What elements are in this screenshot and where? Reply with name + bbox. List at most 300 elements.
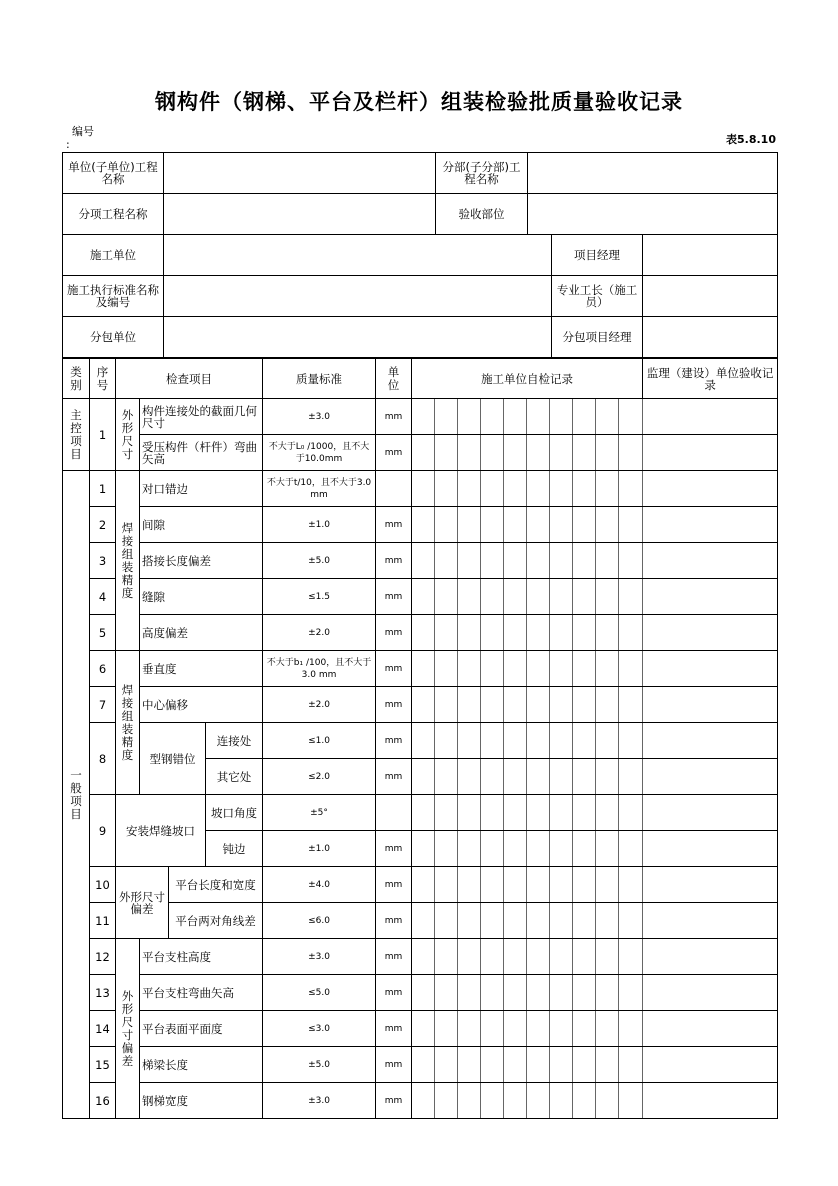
self-check-cell[interactable] [527, 435, 550, 471]
self-check-cell[interactable] [527, 939, 550, 975]
quality-standard: ±3.0 [263, 399, 376, 435]
self-check-cell[interactable] [527, 399, 550, 435]
supervision-cell[interactable] [643, 435, 778, 471]
self-check-cell[interactable] [527, 507, 550, 543]
item-name: 搭接长度偏差 [140, 543, 263, 579]
self-check-cell[interactable] [619, 471, 643, 507]
self-check-cell[interactable] [481, 903, 504, 939]
item-name-field[interactable] [164, 194, 436, 235]
supervision-cell[interactable] [643, 399, 778, 435]
table-number: 表5.8.10 [726, 133, 776, 146]
self-check-cell[interactable] [481, 1011, 504, 1047]
row-no: 8 [90, 723, 116, 795]
row-no: 2 [90, 507, 116, 543]
supervision-cell[interactable] [643, 651, 778, 687]
self-check-cell[interactable] [412, 1011, 435, 1047]
supervision-cell[interactable] [643, 903, 778, 939]
self-check-cell[interactable] [458, 543, 481, 579]
pm-field[interactable] [643, 235, 778, 276]
self-check-cell[interactable] [619, 507, 643, 543]
supervision-cell[interactable] [643, 1083, 778, 1119]
self-check-cell[interactable] [458, 1011, 481, 1047]
unit: mm [376, 651, 412, 687]
self-check-cell[interactable] [412, 1047, 435, 1083]
item-name: 平台支柱高度 [140, 939, 263, 975]
self-check-cell[interactable] [550, 867, 573, 903]
unit-name-field[interactable] [164, 153, 436, 194]
self-check-cell[interactable] [435, 543, 458, 579]
unit: mm [376, 579, 412, 615]
self-check-cell[interactable] [435, 471, 458, 507]
self-check-cell[interactable] [573, 1083, 596, 1119]
supervision-cell[interactable] [643, 975, 778, 1011]
self-check-cell[interactable] [527, 867, 550, 903]
self-check-cell[interactable] [550, 579, 573, 615]
quality-standard: ±1.0 [263, 831, 376, 867]
self-check-cell[interactable] [619, 975, 643, 1011]
self-check-cell[interactable] [573, 507, 596, 543]
quality-standard: ≤1.5 [263, 579, 376, 615]
self-check-cell[interactable] [550, 543, 573, 579]
label-standard: 施工执行标准名称及编号 [63, 276, 164, 317]
self-check-cell[interactable] [573, 687, 596, 723]
self-check-cell[interactable] [481, 651, 504, 687]
self-check-cell[interactable] [458, 471, 481, 507]
self-check-cell[interactable] [458, 399, 481, 435]
self-check-cell[interactable] [435, 1011, 458, 1047]
self-check-cell[interactable] [619, 939, 643, 975]
self-check-cell[interactable] [435, 435, 458, 471]
self-check-cell[interactable] [573, 399, 596, 435]
self-check-cell[interactable] [527, 903, 550, 939]
sub-item-name: 连接处 [206, 723, 263, 759]
vertical-text: 焊接组装精度 [121, 682, 134, 762]
self-check-cell[interactable] [596, 759, 619, 795]
supervision-cell[interactable] [643, 579, 778, 615]
header-self-check: 施工单位自检记录 [412, 359, 643, 399]
self-check-cell[interactable] [458, 903, 481, 939]
self-check-cell[interactable] [596, 579, 619, 615]
self-check-cell[interactable] [527, 1047, 550, 1083]
self-check-cell[interactable] [435, 975, 458, 1011]
self-check-cell[interactable] [481, 435, 504, 471]
self-check-cell[interactable] [435, 687, 458, 723]
self-check-cell[interactable] [435, 831, 458, 867]
sub-pm-field[interactable] [643, 317, 778, 358]
supervision-cell[interactable] [643, 543, 778, 579]
supervision-cell[interactable] [643, 759, 778, 795]
self-check-cell[interactable] [596, 723, 619, 759]
self-check-cell[interactable] [458, 723, 481, 759]
self-check-cell[interactable] [573, 903, 596, 939]
self-check-cell[interactable] [619, 615, 643, 651]
self-check-cell[interactable] [504, 939, 527, 975]
self-check-cell[interactable] [550, 903, 573, 939]
self-check-cell[interactable] [481, 1047, 504, 1083]
supervision-cell[interactable] [643, 831, 778, 867]
self-check-cell[interactable] [527, 975, 550, 1011]
supervision-cell[interactable] [643, 795, 778, 831]
self-check-cell[interactable] [573, 543, 596, 579]
self-check-cell[interactable] [550, 615, 573, 651]
self-check-cell[interactable] [435, 399, 458, 435]
supervision-cell[interactable] [643, 471, 778, 507]
self-check-cell[interactable] [504, 795, 527, 831]
supervision-cell[interactable] [643, 1011, 778, 1047]
self-check-cell[interactable] [458, 651, 481, 687]
self-check-cell[interactable] [458, 1083, 481, 1119]
quality-standard: 不大于b₁ /100，且不大于3.0 mm [263, 651, 376, 687]
self-check-cell[interactable] [504, 687, 527, 723]
self-check-cell[interactable] [458, 795, 481, 831]
self-check-cell[interactable] [412, 543, 435, 579]
row-no: 16 [90, 1083, 116, 1119]
self-check-cell[interactable] [619, 795, 643, 831]
self-check-cell[interactable] [619, 867, 643, 903]
self-check-cell[interactable] [435, 1047, 458, 1083]
sub-name-field[interactable] [528, 153, 778, 194]
self-check-cell[interactable] [458, 939, 481, 975]
self-check-cell[interactable] [412, 1083, 435, 1119]
self-check-cell[interactable] [596, 507, 619, 543]
label-foreman: 专业工长（施工员） [552, 276, 643, 317]
self-check-cell[interactable] [619, 1011, 643, 1047]
self-check-cell[interactable] [435, 579, 458, 615]
self-check-cell[interactable] [481, 687, 504, 723]
table-row [63, 903, 778, 939]
self-check-cell[interactable] [481, 615, 504, 651]
self-check-cell[interactable] [504, 615, 527, 651]
self-check-cell[interactable] [458, 1047, 481, 1083]
self-check-cell[interactable] [527, 831, 550, 867]
quality-standard: 不大于t/10，且不大于3.0 mm [263, 471, 376, 507]
table-row [63, 615, 778, 651]
self-check-cell[interactable] [596, 687, 619, 723]
self-check-cell[interactable] [573, 975, 596, 1011]
self-check-cell[interactable] [412, 939, 435, 975]
category-main-control [63, 399, 90, 471]
self-check-cell[interactable] [481, 975, 504, 1011]
unit: mm [376, 1047, 412, 1083]
self-check-cell[interactable] [596, 867, 619, 903]
self-check-cell[interactable] [527, 651, 550, 687]
self-check-cell[interactable] [412, 867, 435, 903]
self-check-cell[interactable] [596, 975, 619, 1011]
self-check-cell[interactable] [527, 615, 550, 651]
self-check-cell[interactable] [458, 579, 481, 615]
self-check-cell[interactable] [412, 507, 435, 543]
supervision-cell[interactable] [643, 507, 778, 543]
supervision-cell[interactable] [643, 867, 778, 903]
self-check-cell[interactable] [435, 651, 458, 687]
self-check-cell[interactable] [458, 615, 481, 651]
self-check-cell[interactable] [573, 759, 596, 795]
header-no [90, 359, 116, 399]
row-no: 6 [90, 651, 116, 687]
self-check-cell[interactable] [412, 831, 435, 867]
unit: mm [376, 615, 412, 651]
self-check-cell[interactable] [527, 723, 550, 759]
self-check-cell[interactable] [619, 723, 643, 759]
self-check-cell[interactable] [619, 903, 643, 939]
row-no: 7 [90, 687, 116, 723]
supervision-cell[interactable] [643, 723, 778, 759]
vertical-text: 一般项目 [70, 767, 82, 821]
self-check-cell[interactable] [527, 759, 550, 795]
self-check-cell[interactable] [458, 867, 481, 903]
self-check-cell[interactable] [504, 507, 527, 543]
quality-standard: ±5.0 [263, 1047, 376, 1083]
self-check-cell[interactable] [481, 579, 504, 615]
self-check-cell[interactable] [435, 759, 458, 795]
self-check-cell[interactable] [619, 759, 643, 795]
supervision-cell[interactable] [643, 939, 778, 975]
table-row [63, 795, 778, 831]
table-row [63, 939, 778, 975]
self-check-cell[interactable] [550, 435, 573, 471]
self-check-cell[interactable] [481, 831, 504, 867]
self-check-cell[interactable] [527, 471, 550, 507]
self-check-cell[interactable] [412, 687, 435, 723]
self-check-cell[interactable] [573, 471, 596, 507]
standard-field[interactable] [164, 276, 552, 317]
self-check-cell[interactable] [435, 615, 458, 651]
self-check-cell[interactable] [504, 723, 527, 759]
self-check-cell[interactable] [619, 831, 643, 867]
self-check-cell[interactable] [412, 435, 435, 471]
self-check-cell[interactable] [504, 471, 527, 507]
self-check-cell[interactable] [596, 615, 619, 651]
quality-standard: ≤6.0 [263, 903, 376, 939]
self-check-cell[interactable] [573, 939, 596, 975]
quality-standard: ±2.0 [263, 687, 376, 723]
self-check-cell[interactable] [458, 759, 481, 795]
self-check-cell[interactable] [504, 867, 527, 903]
self-check-cell[interactable] [481, 1083, 504, 1119]
self-check-cell[interactable] [527, 1083, 550, 1119]
self-check-cell[interactable] [435, 507, 458, 543]
self-check-cell[interactable] [619, 651, 643, 687]
unit: mm [376, 939, 412, 975]
vertical-text: 外形尺寸偏差 [121, 988, 134, 1068]
self-check-cell[interactable] [435, 867, 458, 903]
self-check-cell[interactable] [504, 975, 527, 1011]
row-no: 12 [90, 939, 116, 975]
item-name: 间隙 [140, 507, 263, 543]
self-check-cell[interactable] [550, 1083, 573, 1119]
self-check-cell[interactable] [481, 471, 504, 507]
supervision-cell[interactable] [643, 1047, 778, 1083]
self-check-cell[interactable] [412, 579, 435, 615]
unit: mm [376, 867, 412, 903]
self-check-cell[interactable] [596, 903, 619, 939]
group-label [116, 651, 140, 795]
self-check-cell[interactable] [481, 399, 504, 435]
self-check-cell[interactable] [619, 543, 643, 579]
sub-item-name: 其它处 [206, 759, 263, 795]
sub-item-name: 钝边 [206, 831, 263, 867]
self-check-cell[interactable] [573, 435, 596, 471]
self-check-cell[interactable] [596, 471, 619, 507]
self-check-cell[interactable] [412, 723, 435, 759]
self-check-cell[interactable] [619, 1047, 643, 1083]
self-check-cell[interactable] [412, 759, 435, 795]
self-check-cell[interactable] [412, 615, 435, 651]
self-check-cell[interactable] [527, 579, 550, 615]
row-no: 14 [90, 1011, 116, 1047]
self-check-cell[interactable] [504, 1011, 527, 1047]
self-check-cell[interactable] [550, 759, 573, 795]
self-check-cell[interactable] [527, 795, 550, 831]
unit: mm [376, 975, 412, 1011]
self-check-cell[interactable] [435, 1083, 458, 1119]
group-label [116, 939, 140, 1119]
header-category [63, 359, 90, 399]
self-check-cell[interactable] [504, 831, 527, 867]
self-check-cell[interactable] [550, 687, 573, 723]
self-check-cell[interactable] [435, 903, 458, 939]
self-check-cell[interactable] [596, 831, 619, 867]
self-check-cell[interactable] [550, 939, 573, 975]
self-check-cell[interactable] [458, 687, 481, 723]
self-check-cell[interactable] [550, 1047, 573, 1083]
group-label: 外形尺寸偏差 [116, 867, 169, 939]
category-general [63, 471, 90, 1119]
self-check-cell[interactable] [596, 651, 619, 687]
self-check-cell[interactable] [619, 399, 643, 435]
self-check-cell[interactable] [504, 903, 527, 939]
self-check-cell[interactable] [412, 471, 435, 507]
table-row [63, 435, 778, 471]
self-check-cell[interactable] [481, 939, 504, 975]
self-check-cell[interactable] [527, 543, 550, 579]
accept-part-field[interactable] [528, 194, 778, 235]
self-check-cell[interactable] [619, 1083, 643, 1119]
item-name: 平台表面平面度 [140, 1011, 263, 1047]
self-check-cell[interactable] [550, 471, 573, 507]
table-row [63, 723, 778, 759]
self-check-cell[interactable] [504, 579, 527, 615]
self-check-cell[interactable] [435, 795, 458, 831]
self-check-cell[interactable] [458, 507, 481, 543]
supervision-cell[interactable] [643, 687, 778, 723]
self-check-cell[interactable] [596, 435, 619, 471]
self-check-cell[interactable] [458, 975, 481, 1011]
self-check-cell[interactable] [435, 723, 458, 759]
self-check-cell[interactable] [504, 1083, 527, 1119]
row-no: 10 [90, 867, 116, 903]
header-item: 检查项目 [116, 359, 263, 399]
quality-standard: ±1.0 [263, 507, 376, 543]
header-row [63, 359, 778, 399]
supervision-cell[interactable] [643, 615, 778, 651]
self-check-cell[interactable] [412, 399, 435, 435]
unit: mm [376, 1083, 412, 1119]
self-check-cell[interactable] [550, 723, 573, 759]
item-name: 高度偏差 [140, 615, 263, 651]
self-check-cell[interactable] [412, 903, 435, 939]
self-check-cell[interactable] [596, 795, 619, 831]
self-check-cell[interactable] [481, 759, 504, 795]
item-name: 钢梯宽度 [140, 1083, 263, 1119]
unit: mm [376, 399, 412, 435]
quality-standard: ≤3.0 [263, 1011, 376, 1047]
code-label: 编号 [72, 125, 94, 138]
self-check-cell[interactable] [504, 399, 527, 435]
self-check-cell[interactable] [573, 1011, 596, 1047]
self-check-cell[interactable] [481, 507, 504, 543]
self-check-cell[interactable] [504, 435, 527, 471]
self-check-cell[interactable] [573, 579, 596, 615]
self-check-cell[interactable] [504, 1047, 527, 1083]
label-accept-part: 验收部位 [436, 194, 528, 235]
self-check-cell[interactable] [550, 1011, 573, 1047]
self-check-cell[interactable] [596, 939, 619, 975]
self-check-cell[interactable] [504, 543, 527, 579]
unit: mm [376, 1011, 412, 1047]
self-check-cell[interactable] [550, 831, 573, 867]
self-check-cell[interactable] [573, 795, 596, 831]
self-check-cell[interactable] [573, 1047, 596, 1083]
self-check-cell[interactable] [412, 651, 435, 687]
self-check-cell[interactable] [619, 435, 643, 471]
self-check-cell[interactable] [504, 651, 527, 687]
self-check-cell[interactable] [573, 615, 596, 651]
self-check-cell[interactable] [596, 1047, 619, 1083]
self-check-cell[interactable] [596, 1083, 619, 1119]
self-check-cell[interactable] [481, 543, 504, 579]
item-name: 安装焊缝坡口 [116, 795, 206, 867]
self-check-cell[interactable] [550, 507, 573, 543]
self-check-cell[interactable] [596, 543, 619, 579]
label-builder: 施工单位 [63, 235, 164, 276]
self-check-cell[interactable] [412, 975, 435, 1011]
row-no: 4 [90, 579, 116, 615]
code-colon: : [66, 138, 70, 151]
self-check-cell[interactable] [458, 435, 481, 471]
subcontractor-field[interactable] [164, 317, 552, 358]
self-check-cell[interactable] [596, 1011, 619, 1047]
self-check-cell[interactable] [619, 579, 643, 615]
self-check-cell[interactable] [458, 831, 481, 867]
group-label [116, 399, 140, 471]
self-check-cell[interactable] [435, 939, 458, 975]
self-check-cell[interactable] [527, 687, 550, 723]
self-check-cell[interactable] [550, 651, 573, 687]
self-check-cell[interactable] [412, 795, 435, 831]
group-label [116, 471, 140, 651]
self-check-cell[interactable] [573, 723, 596, 759]
self-check-cell[interactable] [504, 759, 527, 795]
self-check-cell[interactable] [573, 867, 596, 903]
self-check-cell[interactable] [527, 1011, 550, 1047]
self-check-cell[interactable] [550, 399, 573, 435]
self-check-cell[interactable] [481, 867, 504, 903]
self-check-cell[interactable] [481, 795, 504, 831]
foreman-field[interactable] [643, 276, 778, 317]
self-check-cell[interactable] [481, 723, 504, 759]
self-check-cell[interactable] [573, 651, 596, 687]
self-check-cell[interactable] [550, 975, 573, 1011]
self-check-cell[interactable] [596, 399, 619, 435]
self-check-cell[interactable] [573, 831, 596, 867]
table-row [63, 867, 778, 903]
quality-standard: ±5.0 [263, 543, 376, 579]
self-check-cell[interactable] [550, 795, 573, 831]
builder-field[interactable] [164, 235, 552, 276]
self-check-cell[interactable] [619, 687, 643, 723]
table-row [63, 975, 778, 1011]
